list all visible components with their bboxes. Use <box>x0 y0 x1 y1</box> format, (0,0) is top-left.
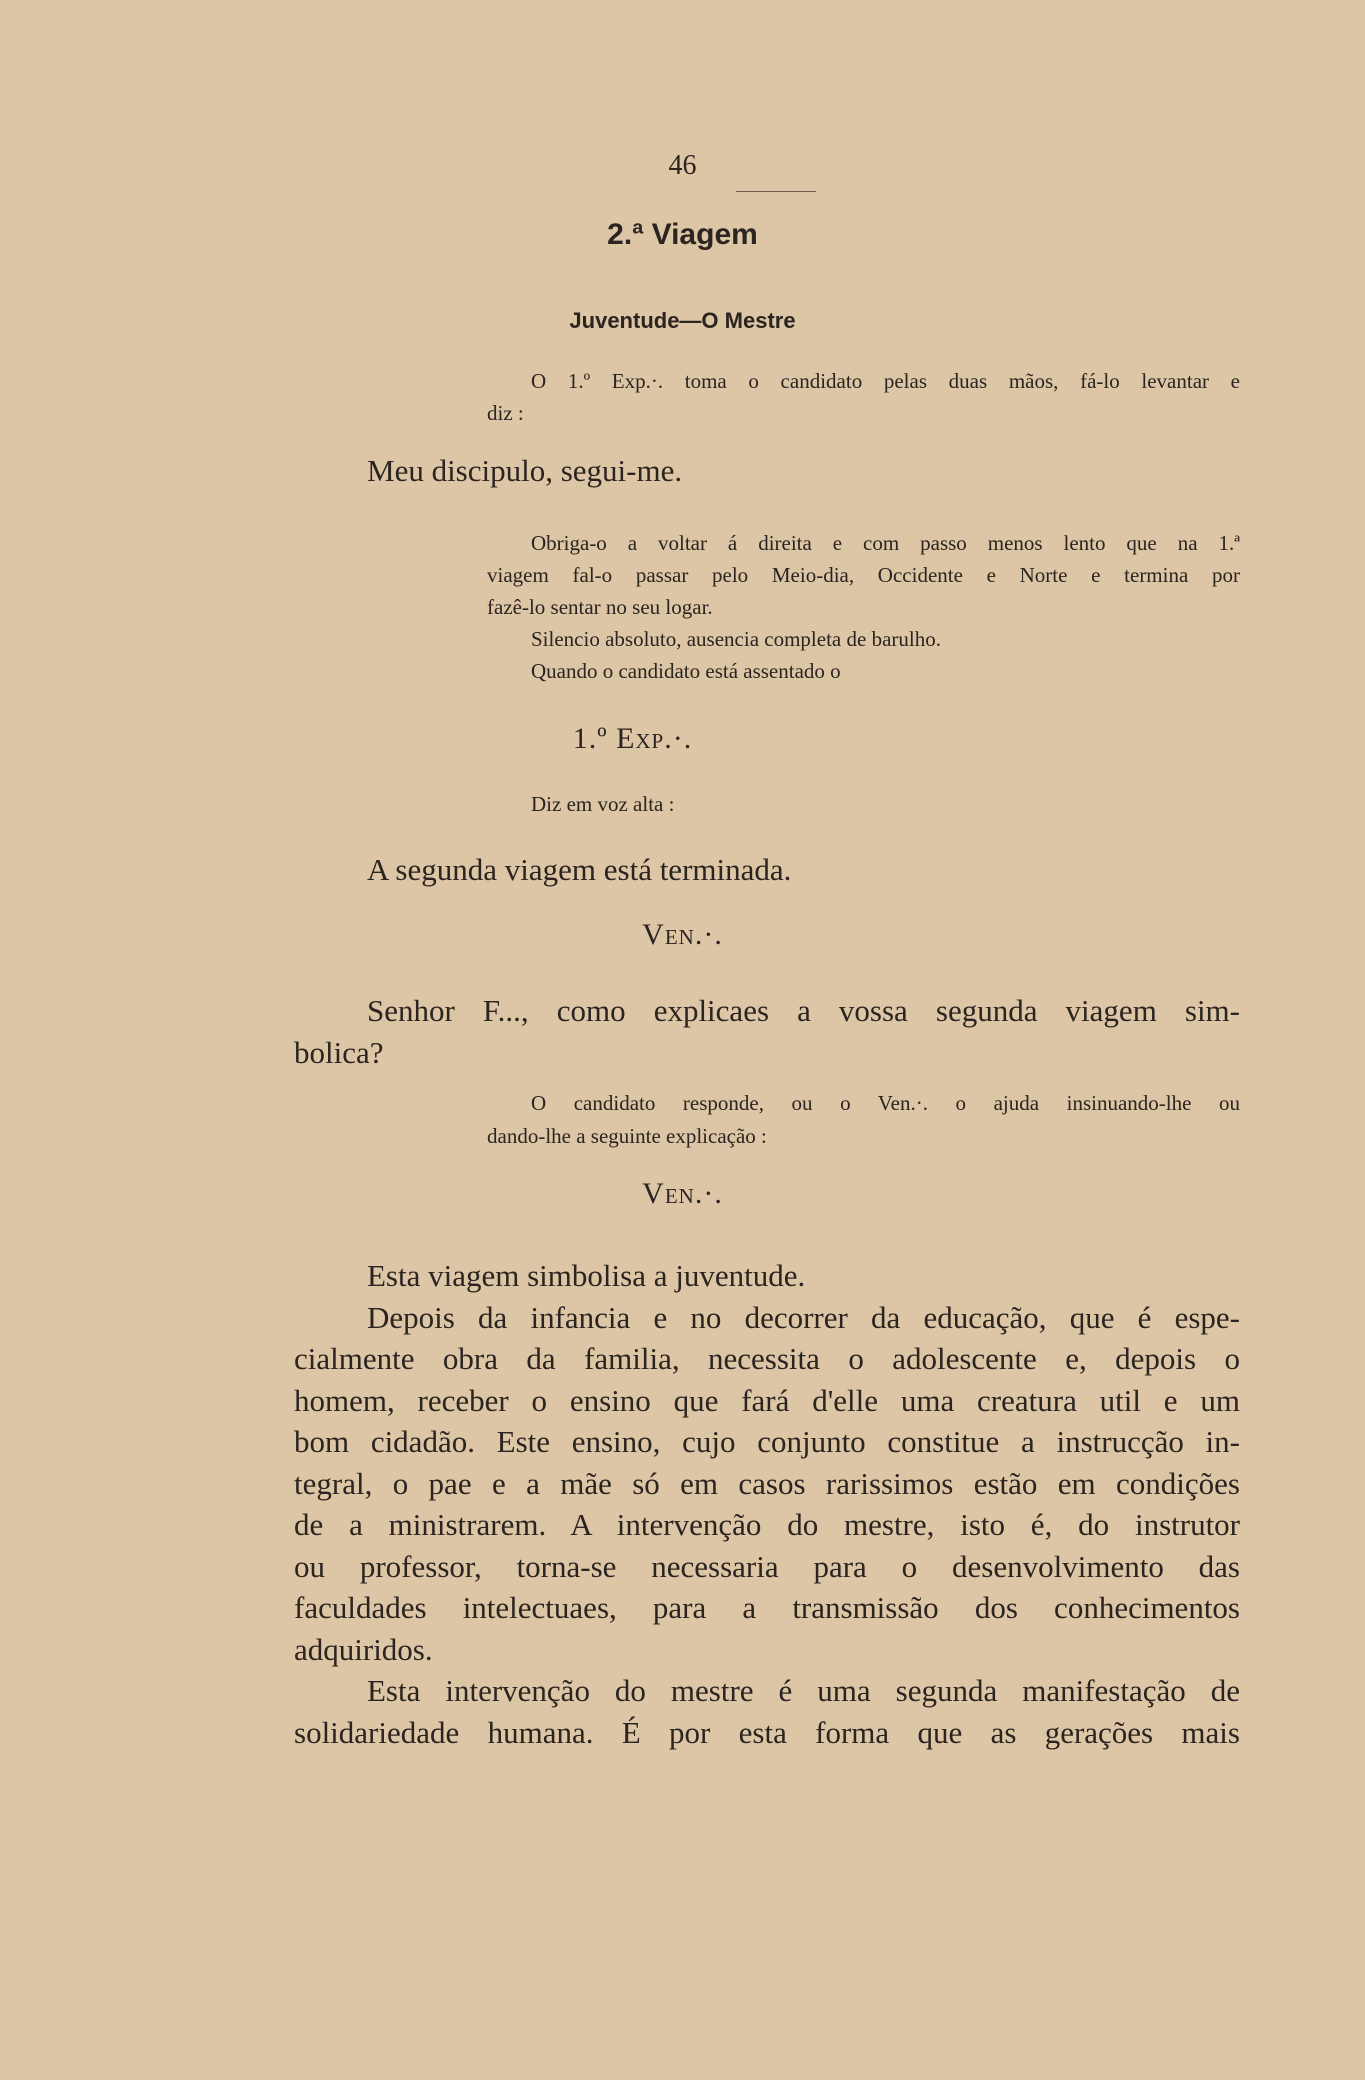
page-number: 46 <box>668 150 697 181</box>
body-text <box>294 1255 1240 1753</box>
text-line: fazê-lo sentar no seu logar. <box>487 595 713 619</box>
text-line: O candidato responde, ou o Ven.·. o ajuda insinuando-lhe ou <box>531 1091 1240 1115</box>
chapter-heading: 2.ª Viagem <box>607 218 758 251</box>
stage-direction-3: Diz em voz alta : <box>531 792 675 816</box>
text-line: O 1.º Exp.·. toma o candidato pelas duas mãos, fá-lo levantar e <box>531 369 1240 393</box>
text-line: cialmente obra da familia, necessita o adolescente e, depois o <box>294 1341 1240 1376</box>
text-line: viagem fal-o passar pelo Meio-dia, Occidente e Norte e termina por <box>487 563 1240 587</box>
text-line: bolica? <box>294 1034 384 1070</box>
text-line: adquiridos. <box>294 1631 433 1667</box>
speaker-label: Ven.·. <box>642 1177 723 1210</box>
text-line: bom cidadão. Este ensino, cujo conjunto constitue a instrucção in- <box>294 1424 1240 1459</box>
text-line: de a ministrarem. A intervenção do mestre, isto é, do instrutor <box>294 1507 1240 1542</box>
speech-2: A segunda viagem está terminada. <box>367 852 792 887</box>
page-number-rule <box>736 191 816 192</box>
speech-3 <box>294 990 1240 1073</box>
text-line: dando-lhe a seguinte explicação : <box>487 1124 767 1148</box>
text-line: Senhor F..., como explicaes a vossa segunda viagem sim- <box>367 993 1240 1028</box>
text-line: Silencio absoluto, ausencia completa de barulho. <box>531 627 941 651</box>
stage-direction-1 <box>487 365 1240 429</box>
stage-direction-2 <box>487 527 1240 687</box>
speech-1: Meu discipulo, segui-me. <box>367 453 683 488</box>
text-line: Esta intervenção do mestre é uma segunda manifestação de <box>367 1673 1240 1708</box>
text-line: ou professor, torna-se necessaria para o desenvolvimento das <box>294 1548 1240 1584</box>
speaker-label: Ven.·. <box>642 918 723 951</box>
text-line: solidariedade humana. É por esta forma que as gerações mais <box>294 1714 1240 1750</box>
text-line: Esta viagem simbolisa a juventude. <box>367 1258 806 1293</box>
speaker-label: 1.º Exp.·. <box>572 722 693 755</box>
text-line: Obriga-o a voltar á direita e com passo menos lento que na 1.ª <box>531 531 1240 555</box>
text-line: Depois da infancia e no decorrer da educação, que é espe- <box>367 1299 1240 1335</box>
text-line: Quando o candidato está assentado o <box>531 659 841 683</box>
text-line: diz : <box>487 401 524 425</box>
stage-direction-4 <box>487 1087 1240 1153</box>
text-line: tegral, o pae e a mãe só em casos rarissimos estão em condições <box>294 1465 1240 1501</box>
text-line: homem, receber o ensino que fará d'elle uma creatura util e um <box>294 1382 1240 1418</box>
text-line: faculdades intelectuaes, para a transmissão dos conhecimentos <box>294 1590 1240 1625</box>
section-subheading: Juventude—O Mestre <box>569 308 796 333</box>
